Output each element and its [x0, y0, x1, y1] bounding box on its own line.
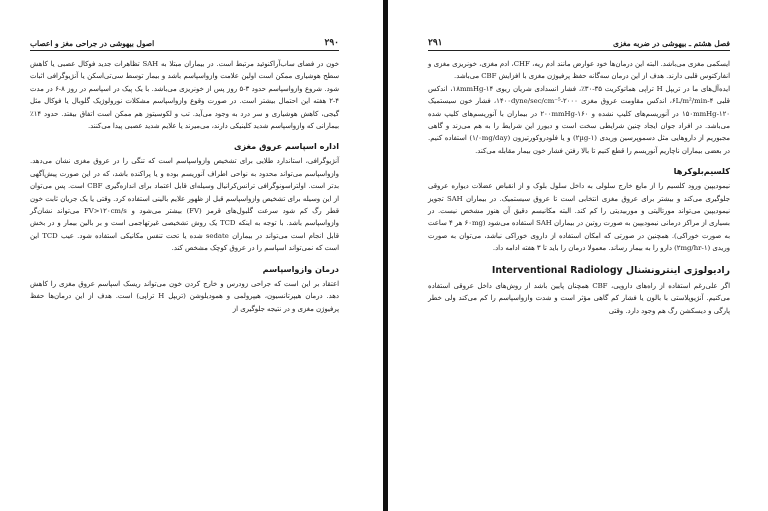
right-section2-paragraph: اگر علی‌رغم استفاده از راه‌های دارویی، CBF همچنان پایین باشد از روش‌های داخل عروقی استفاده می‌کنیم. آنژیوپلاستی با بالون یا فشار کم گاهی مؤثر است و شدت وازواسپاسم را کم می‌کند ولی خطر پارگی و دیسکشن رگ هم وجود دارد. وقتی [428, 281, 730, 315]
left-page [0, 0, 383, 511]
left-section1-paragraph: آنژیوگرافی، استاندارد طلایی برای تشخیص وازواسپاسم است که تنگی را در عروق مغزی نشان می‌دهد. وازواسپاسم می‌تواند محدود به نواحی اطراف آنوریسم بوده و یا پراکنده باشد، که در این صورت پیش‌آگهی بدتر است. اولتراسونوگرافی ترانس‌کرانیال وسیله‌ای قابل اعتماد برای اندازه‌گیری CBF است. پس می‌توان از این وسیله برای تشخیص وازواسپاسم قبل از ظهور علایم بالینی استفاده کرد. وقتی یا یک جریان ثابت خون قطر رگ کم شود سرعت گلبول‌های قرمز (FV) بیشتر می‌شود و FV>۱۲۰cm/s می‌تواند نشان‌گر وازواسپاسم باشد. با توجه به اینکه TCD یک روش تشخیصی غیرتهاجمی است و بر بالین بیمار و در بخش قابل انجام است می‌تواند در بیماران sedate شده یا تحت تنفس مکانیکی استفاده شود. عیب TCD این است که نمی‌تواند اسپاسم را در عروق کوچک مشخص کند. [30, 157, 339, 253]
right-intro-paragraph: ایسکمی مغزی می‌باشد. البته این درمان‌ها خود عوارض مانند ادم ریه، CHF، ادم مغزی، خونریزی مغزی و انفارکتوس قلبی دارند. هدف از این درمان سه‌گانه حفظ پرفیوژن مغزی با افزایش CBF می‌باشد. [428, 60, 730, 81]
right-section1-heading: کلسیم‌بلوکرها [673, 166, 730, 177]
right-page [388, 0, 768, 511]
right-intro-paragraph-2: ایده‌آل‌های ما در تریپل H تراپی هماتوکریت ۳۵-۳۰٪، فشار انسدادی شریان ریوی ۱۴-۱۸mmHg، اندکس قلبی ۶L/m²/min-۴، اندکس مقاومت عروق مغزی ۲۰۰۰-۱۴۰۰dyne/sec/cm⁻⁵، فشار خون سیستمیک ۱۲۰-۱۵۰mmHg در آنوریسم‌های کلیپ نشده و ۲۰۰mmHg-۱۶۰ در بیماران با آنوریسم‌های کلیپ شده می‌باشد. در افراد جوان ایجاد چنین شرایطی سخت است و دیورز این شرایط را به هم می‌زند و گاهی مجبوریم از داروهایی مثل دسموپرسین وریدی (۱-۲µg) و یا فلودروکورتیزون (۱/۰mg/day) استفاده کنیم. در بعضی بیماران ناچاریم آنوریسم را قطع کنیم تا بالا رفتن فشار خون بیمار مقابله می‌کند. [428, 84, 731, 155]
right-section2-heading: رادیولوژی اینترونشنال Interventional Radiology [491, 264, 730, 276]
right-running-title: فصل هشتم ـ بیهوشی در ضربه مغزی [613, 39, 730, 48]
left-section2-paragraph: اعتقاد بر این است که جراحی زودرس و خارج کردن خون می‌تواند ریسک اسپاسم عروق مغزی را کاهش دهد. درمان هیپرتانسیون، هیپرولمی و همودیلوشن (تریپل H تراپی) است. هدف از این درمان‌ها حفظ پرفیوژن مغزی و در نتیجه جلوگیری از [30, 279, 339, 313]
left-running-head [30, 38, 339, 51]
left-intro-paragraph: خون در فضای ساب‌آراکنوئید مرتبط است. در بیماران مبتلا به SAH تظاهرات جدید فوکال عصبی یا کاهش سطح هوشیاری ممکن است اولین علامت وازواسپاسم باشد و بیمار توسط سی‌تی‌اسکن یا آنژیوگرافی اثبات شود. شروع وازواسپاسم حدود ۳-۵ روز پس از خونریزی می‌باشد. با یک پیک در اسپاسم در روز ۸-۶ در مدت ۴-۲ هفته این احتمال بیشتر است. در صورت وقوع وازواسپاسم مشکلات نورولوژیک گلوبال یا فوکال مثل گیجی، کاهش هوشیاری و سر درد به وجود می‌آید. تب و لکوسیتوز هم ممکن است اتفاق بیفتد. حدود ۱۴٪ بیمارانی که وازواسپاسم شدید کلینیکی دارند، می‌میرند یا علایم شدید عصبی پیدا می‌کنند. [30, 60, 339, 131]
left-running-title: اصول بیهوشی در جراحی مغز و اعصاب [30, 39, 155, 48]
left-section1-heading: اداره اسپاسم عروق مغزی [233, 141, 339, 152]
right-section1-paragraph: نیمودیپین ورود کلسیم را از مایع خارج سلولی به داخل سلول بلوک و از انقباض عضلات دیواره عروقی جلوگیری می‌کند و بیشتر برای عروق مغزی انتخابی است تا عروق سیستمیک. در بیماران SAH تجویز نیمودیپین می‌تواند مورتالیتی و موربیدیتی را کم کند. البته مکانیسم دقیق آن هنوز مشخص نیست. در بسیاری از مراکز درمانی نیمودیپین به صورت روتین در بیماران SAH استفاده می‌شود (۶۰mg هر ۴ ساعت به صورت خوراکی). همچنین در صورتی که امکان استفاده از داروی خوراکی نباشد، می‌توان به صورت وریدی (۱-۲mg/hr) دارو را به بیمار رساند. معمولا درمان را باید تا ۳ هفته ادامه داد. [428, 182, 730, 253]
left-section2-heading: درمان وازواسپاسم [262, 263, 339, 274]
right-page-number: ۲۹۱ [428, 38, 443, 48]
right-running-head [428, 38, 730, 51]
left-page-number: ۲۹۰ [324, 38, 339, 48]
